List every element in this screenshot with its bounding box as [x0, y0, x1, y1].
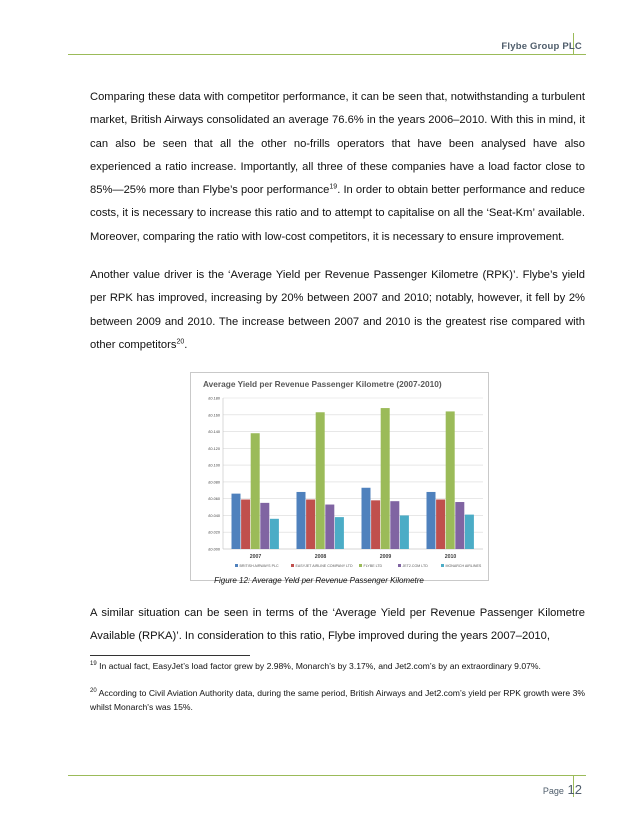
footnote-19	[90, 660, 585, 674]
y-tick-label: £0.180	[208, 396, 220, 401]
legend-swatch	[441, 564, 444, 567]
legend-swatch	[359, 564, 362, 567]
y-tick-label: £0.040	[208, 513, 220, 518]
footnote-ref[interactable]: 19	[329, 183, 338, 191]
legend-label: EASYJET AIRLINE COMPANY LTD	[295, 564, 353, 568]
y-tick-label: £0.000	[208, 547, 220, 552]
bar-2007-series-0	[232, 494, 241, 549]
y-tick-label: £0.100	[208, 463, 220, 468]
y-tick-label: £0.160	[208, 413, 220, 418]
y-tick-label: £0.140	[208, 430, 220, 435]
page-label: Page	[542, 786, 564, 796]
bar-2008-series-3	[325, 505, 334, 549]
bar-2008-series-4	[335, 517, 344, 549]
yield-bar-chart	[191, 373, 488, 580]
bar-2007-series-2	[251, 433, 260, 549]
paragraph-yield-rpk	[90, 264, 585, 357]
bar-2010-series-3	[455, 502, 464, 549]
legend-label: MONARCH AIRLINES	[445, 564, 482, 568]
footnote-20	[90, 687, 585, 714]
y-tick-label: £0.120	[208, 446, 220, 451]
x-tick-label: 2007	[249, 554, 262, 560]
paragraph-text: A similar situation can be seen in terms of the ‘Average Yield per Revenue Passenger Kilometre Available (RPKA)’. In consideration to this ratio, Flybe improved during the years 2007–2010,	[90, 607, 585, 643]
bar-2007-series-1	[241, 500, 250, 549]
paragraph-text: Comparing these data with competitor performance, it can be seen that, notwithstanding a turbulent market, British Airways consolidated an average 76.6% in the years 2006–2010. With this in mind, it can also be seen that all the other no-frills operators that have been analysed have also experienced a ratio increase. Importantly, all three of these companies have a load factor close to 85%—25% more than Flybe’s poor performance	[90, 91, 585, 197]
footnote-number: 20	[90, 688, 97, 695]
bar-2010-series-0	[427, 492, 436, 549]
bar-2010-series-2	[446, 411, 455, 549]
bar-2008-series-1	[306, 500, 315, 549]
y-tick-label: £0.080	[208, 480, 220, 485]
legend-label: FLYBE LTD	[363, 564, 383, 568]
bar-2007-series-3	[260, 503, 269, 549]
paragraph-text: Another value driver is the ‘Average Yield per Revenue Passenger Kilometre (RPK)’. Flybe’s yield per RPK has improved, increasing by 20% between 2007 and 2010; notably, however, it fell by 2% between 2009 and 2010. The increase between 2007 and 2010 is the greatest rise compared with other competitors	[90, 269, 585, 351]
footer-rule	[68, 775, 586, 776]
legend-swatch	[398, 564, 401, 567]
legend-swatch	[291, 564, 294, 567]
bar-2009-series-0	[362, 488, 371, 549]
footnote-text: In actual fact, EasyJet’s load factor grew by 2.98%, Monarch’s by 3.17%, and Jet2.com’s by an extraordinary 9.07%.	[96, 661, 541, 671]
paragraph-yield-rpka	[90, 602, 585, 649]
bar-2008-series-0	[297, 492, 306, 549]
chart-title: Average Yield per Revenue Passenger Kilometre (2007-2010)	[203, 379, 442, 389]
figure-caption: Figure 12: Average Yeld per Revenue Passenger Kilometre	[214, 576, 424, 585]
bar-2009-series-4	[400, 515, 409, 549]
bar-2009-series-2	[381, 408, 390, 549]
bar-2010-series-4	[465, 515, 474, 549]
bar-2008-series-2	[316, 412, 325, 549]
footnote-rule	[90, 655, 250, 656]
legend-label: BRITISH AIRWAYS PLC	[239, 564, 279, 568]
x-tick-label: 2008	[314, 554, 327, 560]
page-number	[543, 782, 582, 797]
paragraph-text: . In order to obtain better performance and reduce costs, it is necessary to increase this ratio and to attempt to capitalise on all the ‘Seat-Km’ available. Moreover, comparing the ratio with low-cost competitors, it is necessary to ensure improvement.	[90, 184, 585, 243]
legend-label: JET2.COM LTD	[402, 564, 428, 568]
legend-swatch	[235, 564, 238, 567]
y-tick-label: £0.060	[208, 497, 220, 502]
header-title: Flybe Group PLC	[501, 41, 582, 52]
bar-2009-series-1	[371, 500, 380, 549]
paragraph-load-factor	[90, 86, 585, 249]
footnote-number: 19	[90, 661, 97, 668]
footnote-ref[interactable]: 20	[176, 338, 185, 346]
bar-2007-series-4	[270, 519, 279, 549]
bar-2010-series-1	[436, 500, 445, 549]
y-tick-label: £0.020	[208, 530, 220, 535]
x-tick-label: 2010	[444, 554, 457, 560]
x-tick-label: 2009	[379, 554, 392, 560]
footnote-text: According to Civil Aviation Authority data, during the same period, British Airways and Jet2.com’s yield per RPK growth were 3% whilst Monarch's was 15%.	[90, 688, 585, 712]
paragraph-text: .	[184, 338, 188, 351]
chart-container	[190, 372, 489, 581]
page-number-value: 12	[567, 782, 582, 797]
header-rule	[68, 54, 586, 55]
bar-2009-series-3	[390, 501, 399, 549]
